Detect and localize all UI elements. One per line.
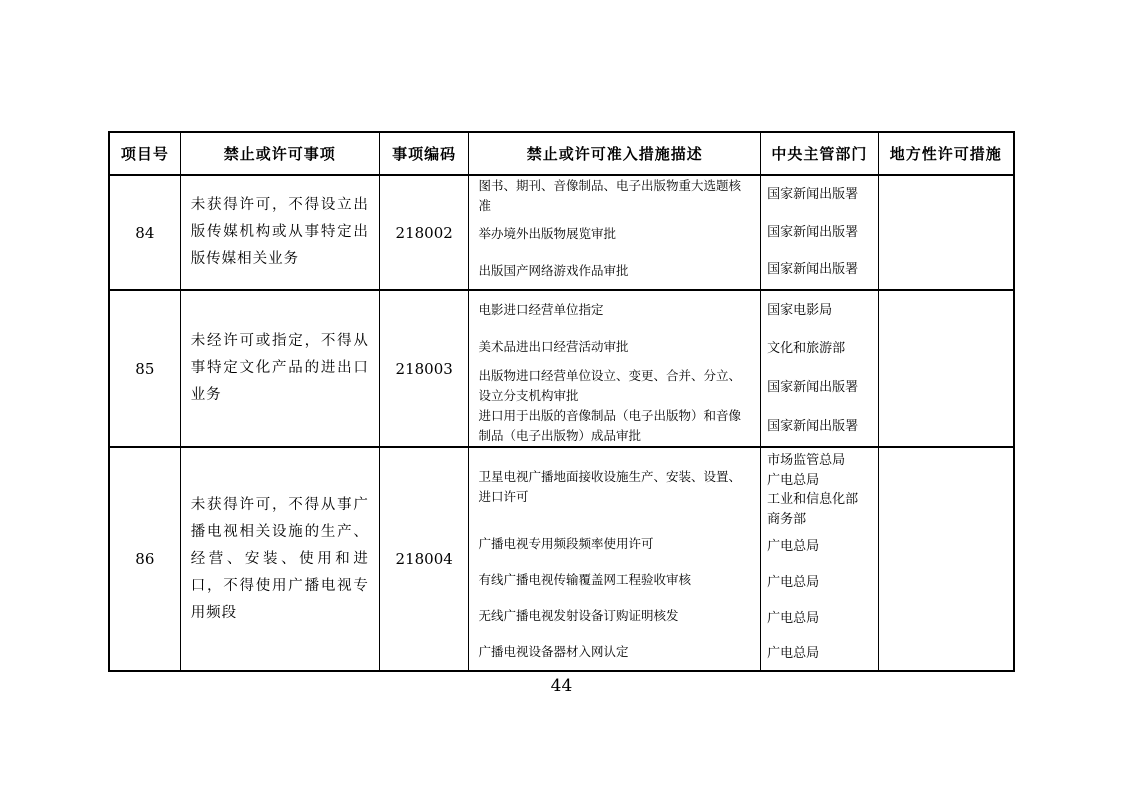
department (761, 214, 877, 252)
department-name: 国家新闻出版署 (767, 224, 859, 240)
measure-description: 举办境外出版物展览审批 (478, 226, 616, 242)
item-number: 85 (110, 291, 181, 446)
access-measures-table (108, 131, 1015, 672)
matter-code: 218002 (380, 176, 470, 289)
table-row-84 (110, 176, 1013, 291)
header-central-department: 中央主管部门 (761, 133, 878, 174)
department (761, 601, 877, 637)
department-name: 工业和信息化部 (767, 492, 859, 507)
page-number: 44 (550, 676, 573, 696)
department-name: 国家新闻出版署 (767, 418, 859, 434)
header-measure-description: 禁止或许可准入措施描述 (469, 133, 761, 174)
department-name: 广电总局 (767, 645, 820, 661)
department (761, 529, 877, 565)
departments-cell (761, 291, 878, 446)
department-name: 文化和旅游部 (767, 341, 846, 357)
department-name: 国家新闻出版署 (767, 380, 859, 396)
department (761, 251, 877, 289)
table-row-86 (110, 448, 1013, 670)
measure-description: 美术品进出口经营活动审批 (478, 339, 629, 355)
department-name: 市场监管总局 (767, 453, 846, 468)
measures-cell (469, 448, 761, 670)
department-name: 国家电影局 (767, 302, 833, 318)
department-name: 广电总局 (767, 611, 820, 627)
measures-cell (469, 176, 761, 289)
department (761, 369, 877, 408)
department-name: 广电总局 (767, 472, 820, 488)
measure-description: 广播电视设备器材入网认定 (478, 644, 629, 659)
measure-description: 出版国产网络游戏作品审批 (478, 262, 629, 278)
prohibited-matter-text: 未获得许可，不得从事广播电视相关设施的生产、经营、安装、使用和进口，不得使用广播电视专用频段 (181, 448, 380, 670)
measure-description: 图书、期刊、音像制品、电子出版物重大选题核准 (478, 178, 741, 213)
department (761, 176, 877, 214)
department (761, 407, 877, 446)
department-name: 商务部 (767, 511, 807, 527)
local-measures-cell (879, 176, 1013, 289)
item-number: 84 (110, 176, 181, 289)
measure-description: 进口用于出版的音像制品（电子出版物）和音像制品（电子出版物）成品审批 (478, 408, 741, 443)
department-name: 广电总局 (767, 575, 820, 591)
department (761, 565, 877, 601)
matter-code: 218003 (380, 291, 470, 446)
department-list (761, 448, 877, 529)
department (761, 291, 877, 330)
measure-description: 广播电视专用频段频率使用许可 (478, 536, 654, 551)
department-name: 广电总局 (767, 539, 820, 555)
department (761, 637, 877, 670)
prohibited-matter-text: 未经许可或指定，不得从事特定文化产品的进出口业务 (181, 291, 380, 446)
measures-cell (469, 291, 761, 446)
measure-description: 卫星电视广播地面接收设施生产、安装、设置、进口许可 (478, 469, 741, 504)
header-item-number: 项目号 (110, 133, 181, 174)
department-name: 国家新闻出版署 (767, 187, 859, 203)
matter-code: 218004 (380, 448, 470, 670)
header-prohibited-matter: 禁止或许可事项 (181, 133, 380, 174)
header-local-measures: 地方性许可措施 (889, 145, 1002, 163)
table-header-row (110, 133, 1013, 176)
table-row-85 (110, 291, 1013, 448)
header-matter-code: 事项编码 (380, 133, 470, 174)
prohibited-matter-text: 未获得许可，不得设立出版传媒机构或从事特定出版传媒相关业务 (181, 176, 380, 289)
local-measures-cell (879, 291, 1013, 446)
department-name: 国家新闻出版署 (767, 262, 859, 278)
local-measures-cell (879, 448, 1013, 670)
department (761, 330, 877, 369)
measure-description: 有线广播电视传输覆盖网工程验收审核 (478, 572, 691, 587)
item-number: 86 (110, 448, 181, 670)
departments-cell (761, 176, 878, 289)
departments-cell (761, 448, 878, 670)
measure-description: 出版物进口经营单位设立、变更、合并、分立、设立分支机构审批 (478, 368, 741, 403)
measure-description: 无线广播电视发射设备订购证明核发 (478, 608, 679, 623)
measure-description: 电影进口经营单位指定 (478, 301, 604, 317)
